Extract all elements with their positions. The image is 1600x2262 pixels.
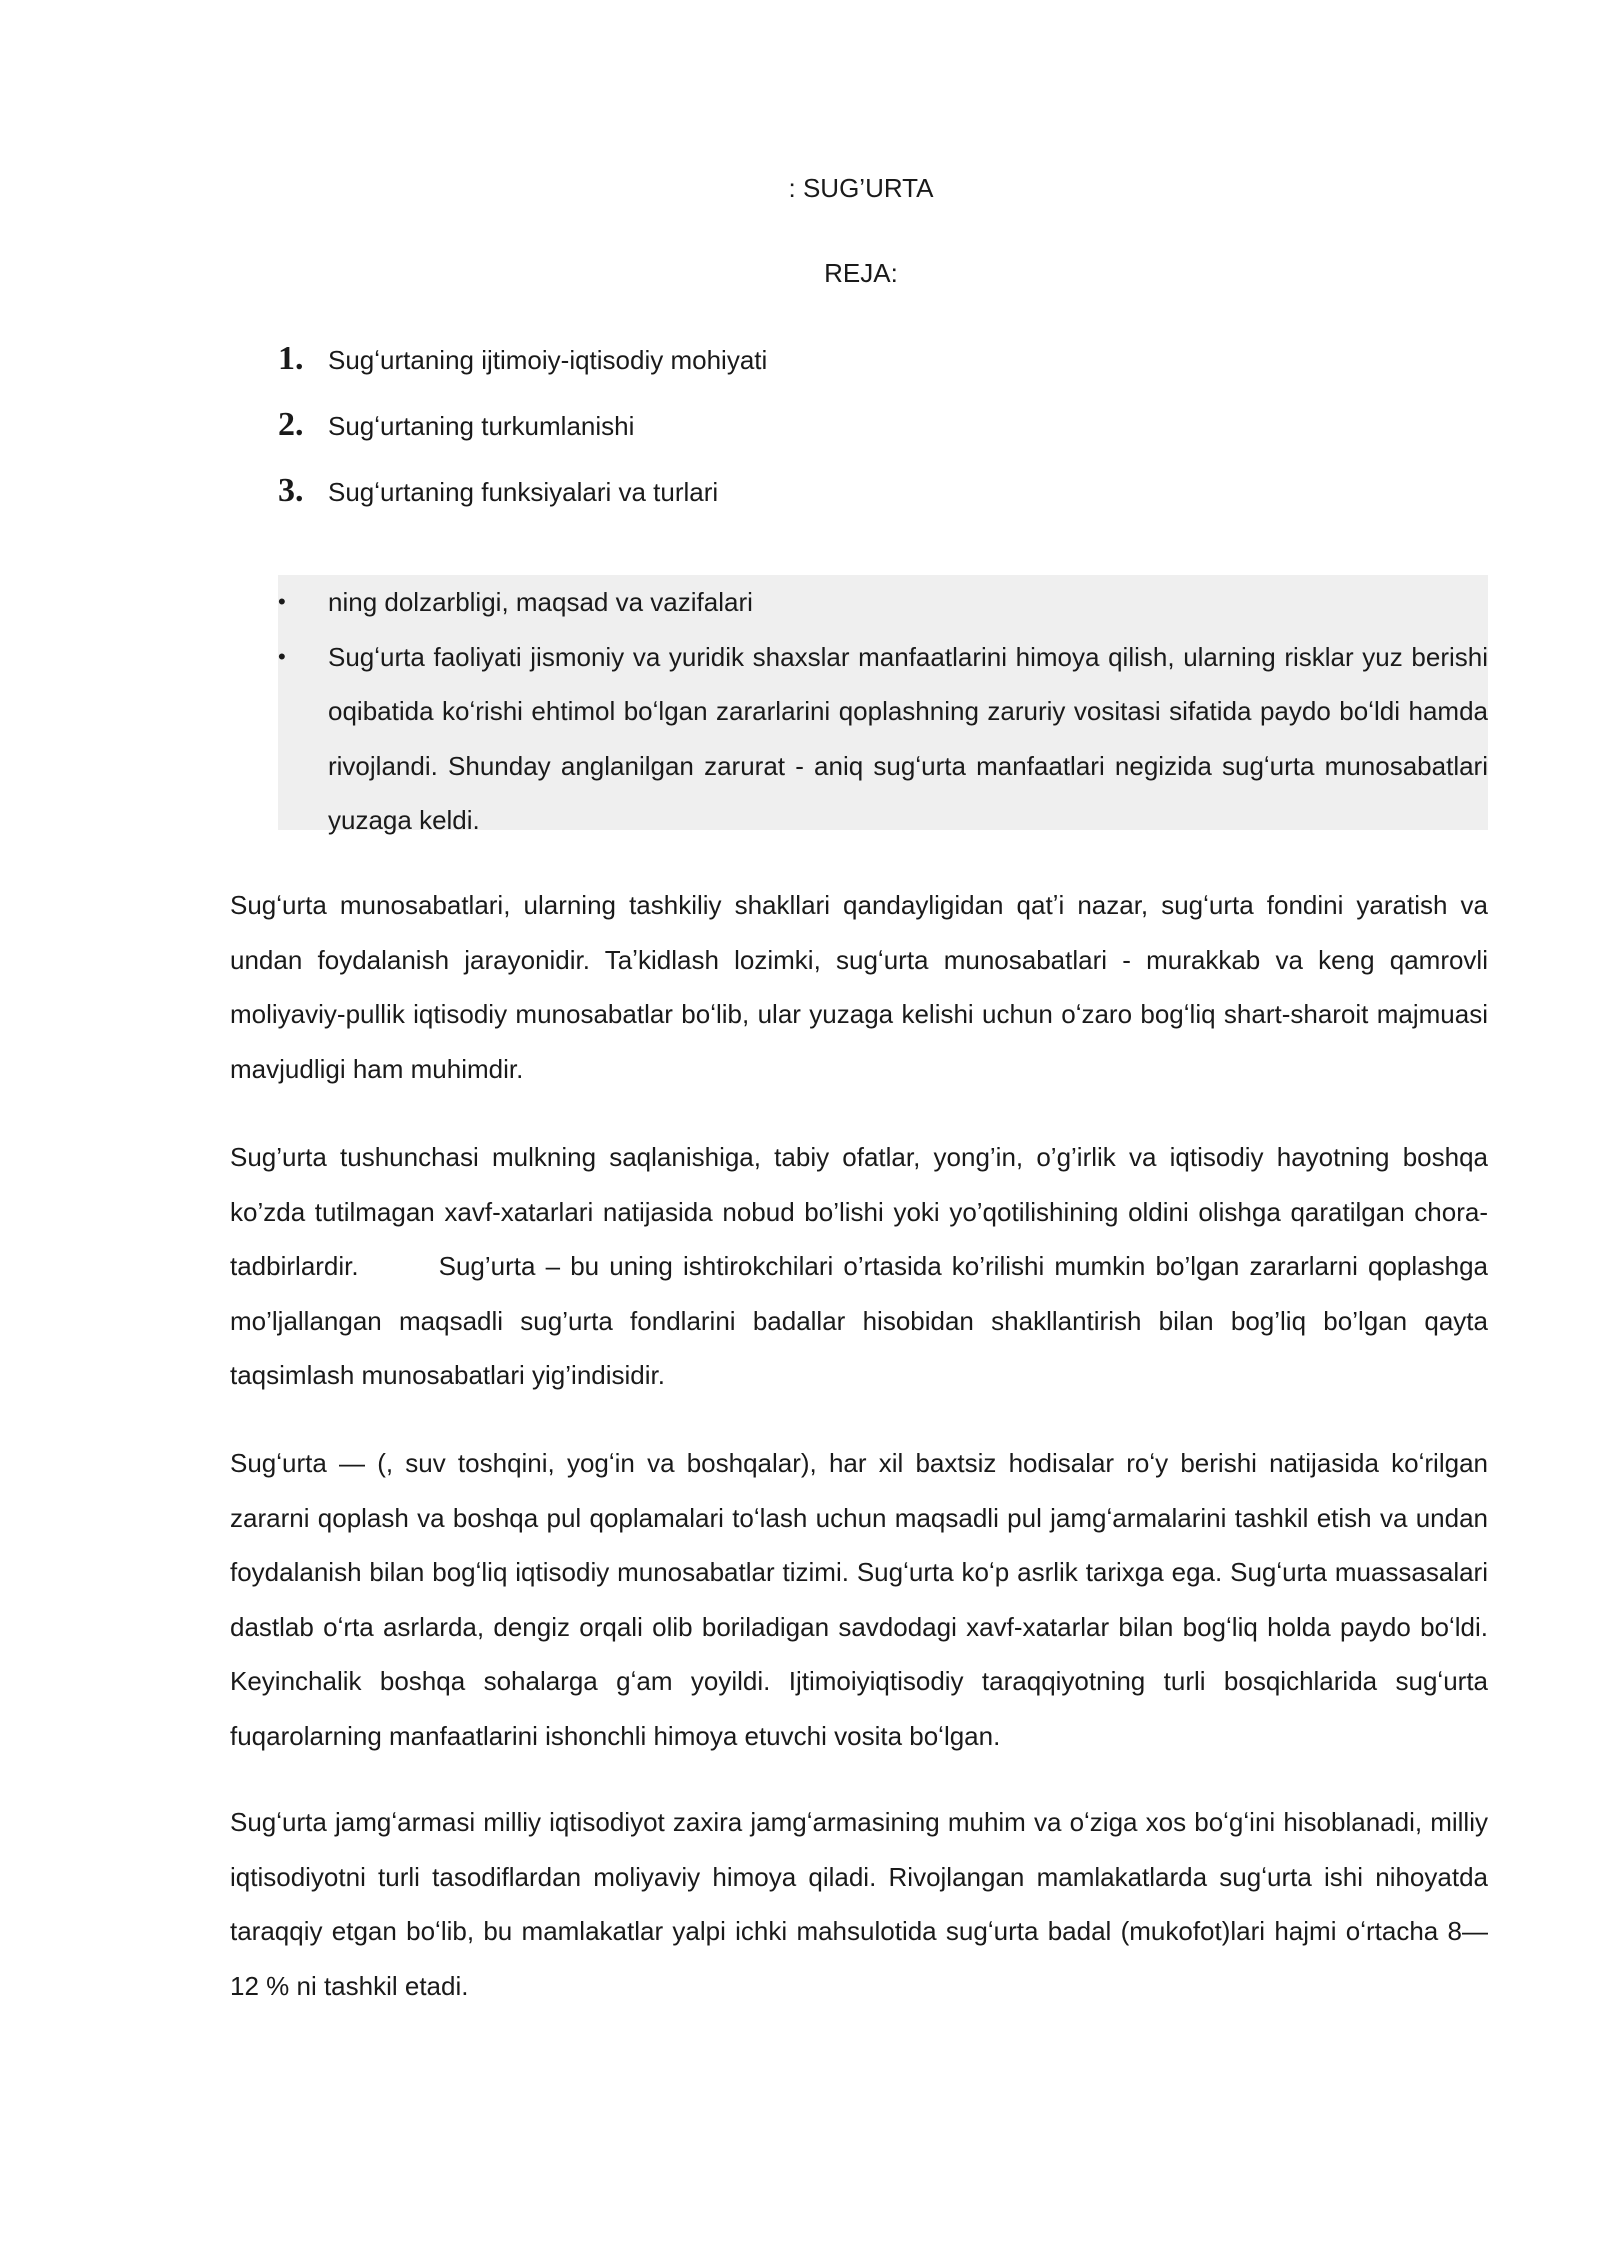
plan-item-text: Sugʻurtaning ijtimoiy-iqtisodiy mohiyati [328,345,768,375]
plan-item-number: 1. [278,340,304,377]
paragraph-2-part-1: Sug’urta tushunchasi mulkning saqlanishiga, tabiy ofatlar, yong’in, o’g’irlik va iqtisodiy hayotning boshqa ko’zda tutilmagan xavf-xatarlari natijasida nobud bo’lishi yoki yo’qotilishining oldini olishga qaratilgan chora-tadbirlardir. [230,1142,1488,1281]
bullet-list [278,575,1488,848]
plan-item [278,340,1488,406]
plan-item [278,472,1488,538]
plan-item-number: 3. [278,472,304,509]
bullet-item [278,630,1488,848]
plan-item [278,406,1488,472]
plan-heading: REJA: [824,258,898,288]
bullet-text: ning dolzarbligi, maqsad va vazifalari [328,587,753,617]
paragraph-2-part-2: Sug’urta – bu uning ishtirokchilari o’rtasida ko’rilishi mumkin bo’lgan zararlarni qoplashga mo’ljallangan maqsadli sug’urta fondlarini badallar hisobidan shakllantirish bilan bog’liq bo’lgan qayta taqsimlash munosabatlari yig’indisidir. [230,1251,1488,1390]
paragraph-4: Sugʻurta jamgʻarmasi milliy iqtisodiyot zaxira jamgʻarmasining muhim va oʻziga xos boʻgʻini hisoblanadi, milliy iqtisodiyotni turli tasodiflardan moliyaviy himoya qiladi. Rivojlangan mamlakatlarda sugʻurta ishi nihoyatda taraqqiy etgan boʻlib, bu mamlakatlar yalpi ichki mahsulotida sugʻurta badal (mukofot)lari hajmi oʻrtacha 8—12 % ni tashkil etadi. [230,1807,1488,2001]
plan-item-text: Sugʻurtaning turkumlanishi [328,411,635,441]
plan-item-text: Sugʻurtaning funksiyalari va turlari [328,477,719,507]
plan-item-number: 2. [278,406,304,443]
bullet-marker: • [278,589,286,614]
plan-list [278,340,1488,538]
bullet-item [278,575,1488,630]
paragraph-1: Sugʻurta munosabatlari, ularning tashkiliy shakllari qandayligidan qatʼi nazar, sugʻurta fondini yaratish va undan foydalanish jarayonidir. Taʼkidlash lozimki, sugʻurta munosabatlari - murakkab va keng qamrovli moliyaviy-pullik iqtisodiy munosabatlar boʻlib, ular yuzaga kelishi uchun oʻzaro bogʻliq shart-sharoit majmuasi mavjudligi ham muhimdir. [230,890,1488,1084]
paragraph-3: Sugʻurta — (, suv toshqini, yogʻin va boshqalar), har xil baxtsiz hodisalar roʻy berishi natijasida koʻrilgan zararni qoplash va boshqa pul qoplamalari toʻlash uchun maqsadli pul jamgʻarmalarini tashkil etish va undan foydalanish bilan bogʻliq iqtisodiy munosabatlar tizimi. Sugʻurta koʻp asrlik tarixga ega. Sugʻurta muassasalari dastlab oʻrta asrlarda, dengiz orqali olib boriladigan savdodagi xavf-xatarlar bilan bogʻliq holda paydo boʻldi. Keyinchalik boshqa sohalarga gʻam yoyildi. Ijtimoiyiqtisodiy taraqqiyotning turli bosqichlarida sugʻurta fuqarolarning manfaatlarini ishonchli himoya etuvchi vosita boʻlgan. [230,1448,1488,1751]
bullet-text: Sugʻurta faoliyati jismoniy va yuridik shaxslar manfaatlarini himoya qilish, ularning risklar yuz berishi oqibatida koʻrishi ehtimol boʻlgan zararlarini qoplashning zaruriy vositasi sifatida paydo boʻldi hamda rivojlandi. Shunday anglanilgan zarurat - aniq sugʻurta manfaatlari negizida sugʻurta munosabatlari yuzaga keldi. [328,641,1488,835]
document-title: : SUG’URTA [788,173,934,203]
paragraph-2 [230,1130,1488,1403]
bullet-marker: • [278,643,286,669]
